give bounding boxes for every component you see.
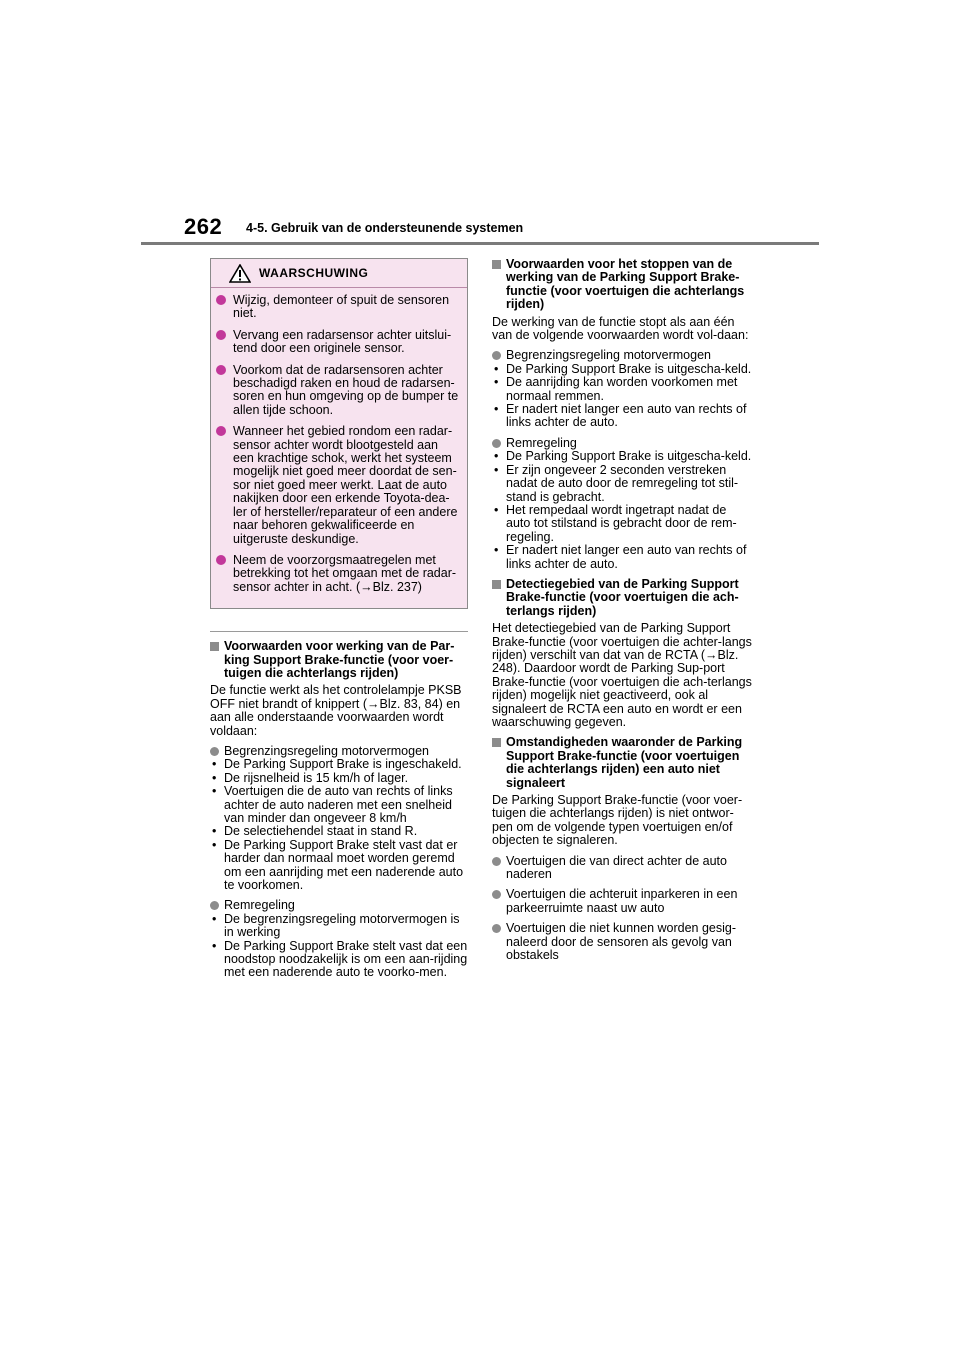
warning-item: Wijzig, demonteer of spuit de sensoren niet. (215, 294, 467, 321)
section-title: 4-5. Gebruik van de ondersteunende systemen (246, 221, 524, 235)
bullet-dot-icon (492, 351, 501, 360)
list-item: • Voertuigen die de auto van rechts of links achter de auto naderen met een snelheid van minder dan ongeveer 8 km/h (210, 785, 468, 825)
bullet-list (492, 450, 754, 571)
list-item: • De Parking Support Brake is ingeschakeld. (210, 758, 468, 771)
list-item: • De selectiehendel staat in stand R. (210, 825, 468, 838)
bullet-dot-icon (216, 295, 226, 305)
warning-item: Vervang een radarsensor achter uitslui-tend door een originele sensor. (215, 329, 467, 356)
warning-item: Wanneer het gebied rondom een radar-sensor achter wordt blootgesteld aan een krachtige schok, werkt het systeem mogelijk niet goed meer doordat de sen-sor niet goed meer werkt. Laat de auto nakijken door een erkende Toyota-dea-ler of hersteller/reparateur of een andere naar behoren gekwalificeerde en uitgeruste deskundige. (215, 425, 467, 546)
bullet-dot-icon (210, 901, 219, 910)
page-header (0, 0, 960, 250)
warning-title: WAARSCHUWING (259, 266, 369, 280)
bullet-dot-icon (210, 747, 219, 756)
page-number: 262 (184, 214, 223, 239)
square-bullet-icon (492, 738, 501, 747)
list-item: • De rijsnelheid is 15 km/h of lager. (210, 772, 468, 785)
list-item: • Het rempedaal wordt ingetrapt nadat de auto tot stilstand is gebracht door de rem-regeling. (492, 504, 754, 544)
right-column (492, 258, 754, 963)
left-column (210, 258, 468, 987)
warning-item: Voorkom dat de radarsensoren achter beschadigd raken en houd de radarsen-soren en hun omgeving op de bumper te allen tijde schoon. (215, 364, 467, 418)
condition-group: Begrenzingsregeling motorvermogen (210, 745, 468, 758)
bullet-list (210, 913, 468, 980)
condition-group: Remregeling (210, 899, 468, 912)
square-bullet-icon (210, 642, 219, 651)
warning-item: Neem de voorzorgsmaatregelen met betrekking tot het omgaan met de radar-sensor achter in acht. (→Blz. 237) (215, 554, 467, 594)
list-item: Voertuigen die achteruit inparkeren in een parkeerruimte naast uw auto (492, 888, 754, 915)
bullet-dot-icon (492, 857, 501, 866)
warning-triangle-icon (229, 264, 251, 286)
bullet-dot-icon (216, 365, 226, 375)
bullet-dot-icon (492, 924, 501, 933)
condition-group: Remregeling (492, 437, 754, 450)
section-heading: Voorwaarden voor werking van de Par-king Support Brake-functie (voor voer-tuigen die achterlangs rijden) (210, 640, 468, 680)
bullet-dot-icon (216, 426, 226, 436)
bullet-dot-icon (216, 330, 226, 340)
bullet-dot-icon (492, 890, 501, 899)
section-heading: Voorwaarden voor het stoppen van de werking van de Parking Support Brake-functie (voor voertuigen die achterlangs rijden) (492, 258, 754, 312)
condition-group: Begrenzingsregeling motorvermogen (492, 349, 754, 362)
list-item: Voertuigen die niet kunnen worden gesig-naleerd door de sensoren als gevolg van obstakels (492, 922, 754, 962)
bullet-dot-icon (492, 439, 501, 448)
section-heading: Detectiegebied van de Parking Support Brake-functie (voor voertuigen die ach-terlangs rijden) (492, 578, 754, 618)
paragraph: Het detectiegebied van de Parking Support Brake-functie (voor voertuigen die achter-langs rijden) verschilt van dat van de RCTA (→Blz. 248). Daardoor wordt de Parking Sup-port Brake-functie (voor voertuigen die ach-terlangs rijden) mogelijk niet geactiveerd, ook al signaleert de RCTA een auto en wordt er een waarschuwing gegeven. (492, 621, 752, 729)
square-bullet-icon (492, 260, 501, 269)
list-item: • Er nadert niet langer een auto van rechts of links achter de auto. (492, 403, 754, 430)
list-item: • Er nadert niet langer een auto van rechts of links achter de auto. (492, 544, 754, 571)
list-item: • De Parking Support Brake is uitgescha-keld. (492, 450, 754, 463)
paragraph: De Parking Support Brake-functie (voor voer-tuigen die achterlangs rijden) is niet ontwor-pen om de volgende typen voertuigen en/of objecten te signaleren. (492, 793, 743, 848)
square-bullet-icon (492, 580, 501, 589)
bullet-list (492, 363, 754, 430)
list-item: • De aanrijding kan worden voorkomen met normaal remmen. (492, 376, 754, 403)
list-item: • De Parking Support Brake stelt vast dat er harder dan normaal moet worden geremd om een aanrijding met een naderende auto te voorkomen. (210, 839, 468, 893)
list-item: • De Parking Support Brake is uitgescha-keld. (492, 363, 754, 376)
list-item: • De Parking Support Brake stelt vast dat een noodstop noodzakelijk is om een aan-rijding met een naderende auto te voorko-men. (210, 940, 468, 980)
section-heading: Omstandigheden waaronder de Parking Support Brake-functie (voor voertuigen die achterlangs rijden) een auto niet signaleert (492, 736, 754, 790)
header-rule (141, 242, 819, 245)
bullet-list (210, 758, 468, 892)
warning-box (210, 258, 468, 609)
list-item: • De begrenzingsregeling motorvermogen is in werking (210, 913, 468, 940)
section-divider (210, 631, 468, 632)
warning-header (211, 259, 467, 288)
paragraph: De werking van de functie stopt als aan één van de volgende voorwaarden wordt vol-daan: (492, 314, 749, 343)
list-item: Voertuigen die van direct achter de auto naderen (492, 855, 754, 882)
paragraph: De functie werkt als het controlelampje PKSB OFF niet brandt of knippert (→Blz. 83, 84) en aan alle onderstaande voorwaarden wordt voldaan: (210, 683, 462, 738)
list-item: • Er zijn ongeveer 2 seconden verstreken nadat de auto door de remregeling tot stil-stand is gebracht. (492, 464, 754, 504)
bullet-dot-icon (216, 555, 226, 565)
